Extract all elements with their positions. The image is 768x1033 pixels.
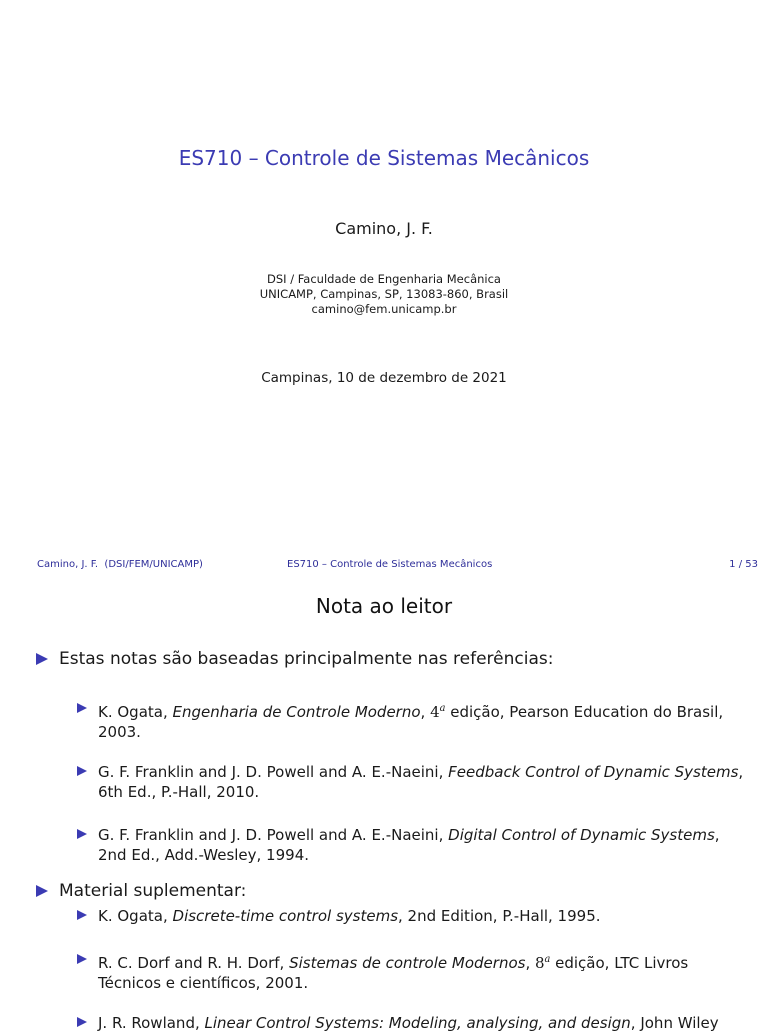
reference-item-franklin-digital <box>98 825 750 865</box>
ref-book-title: Feedback Control of Dynamic Systems <box>448 763 739 781</box>
ref-book-title: Discrete-time control systems <box>172 907 399 925</box>
ref-book-title: Digital Control of Dynamic Systems <box>448 826 715 844</box>
institution-line-1: DSI / Faculdade de Engenharia Mecânica <box>267 272 501 286</box>
footer-page-number: 1 / 53 <box>729 559 758 570</box>
ref-text: K. Ogata, <box>98 703 173 721</box>
ref-text: J. R. Rowland, <box>98 1014 205 1032</box>
edition-number: 4 <box>430 703 440 721</box>
ref-text: , <box>420 703 431 721</box>
supplementary-item-dorf <box>98 950 750 993</box>
author-email: camino@fem.unicamp.br <box>311 302 457 316</box>
bullet-triangle-icon <box>36 885 48 897</box>
list-item-supplementary: Material suplementar: <box>59 881 247 901</box>
presentation-title: ES710 – Controle de Sistemas Mecânicos <box>178 146 590 170</box>
ref-text: G. F. Franklin and J. D. Powell and A. E.-Naeini, <box>98 826 449 844</box>
ref-edition-number <box>535 954 550 972</box>
bullet-triangle-icon <box>77 703 87 713</box>
bullet-triangle-icon <box>77 910 87 920</box>
ref-text: G. F. Franklin and J. D. Powell and A. E.-Naeini, <box>98 763 449 781</box>
ref-book-title: Engenharia de Controle Moderno <box>172 703 421 721</box>
ref-text: , <box>525 954 535 972</box>
ref-text: edição, LTC Livros Técnicos e científicos, 2001. <box>98 954 689 992</box>
ref-text: , 2nd Edition, P.-Hall, 1995. <box>398 907 601 925</box>
ref-book-title: Sistemas de controle Modernos <box>289 954 526 972</box>
presentation-date: Campinas, 10 de dezembro de 2021 <box>261 370 507 386</box>
author-name: Camino, J. F. <box>335 219 433 238</box>
edition-number: 8 <box>534 954 545 972</box>
footer-title: ES710 – Controle de Sistemas Mecânicos <box>287 559 493 570</box>
edition-superscript: a <box>544 954 551 965</box>
ref-text: edição, Pearson Education do Brasil, 2003. <box>98 703 724 741</box>
supplementary-item-ogata <box>98 906 750 926</box>
reference-item-franklin-feedback <box>98 762 750 802</box>
bullet-triangle-icon <box>77 1017 87 1027</box>
ref-text: , 2nd Ed., Add.-Wesley, 1994. <box>98 826 720 864</box>
ref-text: R. C. Dorf and R. H. Dorf, <box>98 954 290 972</box>
ref-book-title: Linear Control Systems: Modeling, analysing, and design <box>204 1014 631 1032</box>
reference-item-ogata <box>98 699 750 742</box>
slide-title: Nota ao leitor <box>315 594 453 618</box>
bullet-triangle-icon <box>36 653 48 665</box>
bullet-triangle-icon <box>77 954 87 964</box>
edition-superscript: a <box>439 703 446 714</box>
footer-author: Camino, J. F. (DSI/FEM/UNICAMP) <box>37 559 203 570</box>
ref-text: K. Ogata, <box>98 907 173 925</box>
bullet-triangle-icon <box>77 829 87 839</box>
ref-text: , 6th Ed., P.-Hall, 2010. <box>98 763 744 801</box>
bullet-triangle-icon <box>77 766 87 776</box>
institution-line-2: UNICAMP, Campinas, SP, 13083-860, Brasil <box>259 287 509 301</box>
ref-text: , John Wiley <box>630 1014 719 1032</box>
supplementary-item-rowland <box>98 1013 750 1033</box>
ref-edition-number <box>430 703 445 721</box>
list-item-references-intro: Estas notas são baseadas principalmente nas referências: <box>59 649 554 669</box>
